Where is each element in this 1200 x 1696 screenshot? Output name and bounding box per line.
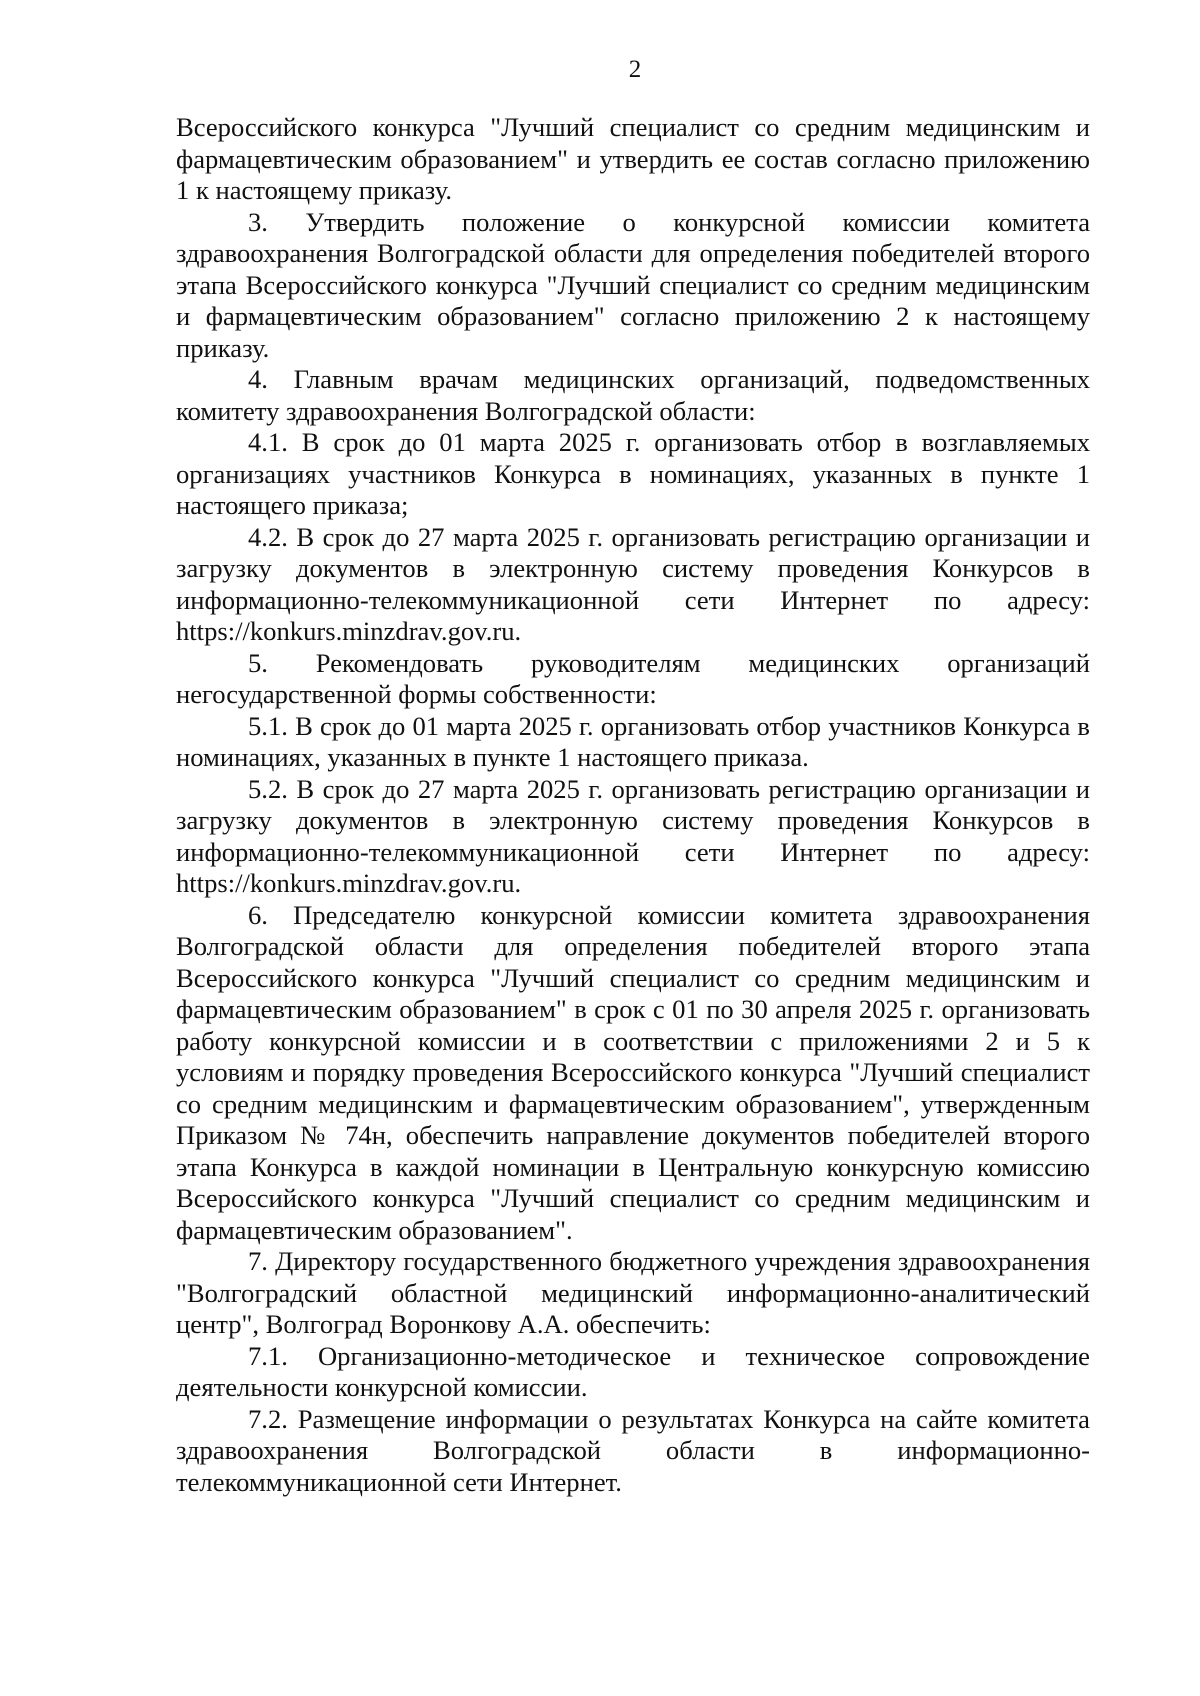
paragraph-item-4: 4. Главным врачам медицинских организаций, подведомственных комитету здравоохранения Волгоградской области:: [176, 364, 1090, 426]
paragraph-item-7-2: 7.2. Размещение информации о результатах Конкурса на сайте комитета здравоохранения Волгоградской области в информационно-телекоммуникационной сети Интернет.: [176, 1403, 1090, 1497]
paragraph-item-4-2: 4.2. В срок до 27 марта 2025 г. организовать регистрацию организации и загрузку документов в электронную систему проведения Конкурсов в информационно-телекоммуникационной сети Интернет по адресу: https://konkurs.minzdrav.gov.ru.: [176, 521, 1090, 646]
paragraph-item-4-1: 4.1. В срок до 01 марта 2025 г. организовать отбор в возглавляемых организациях участников Конкурса в номинациях, указанных в пункте 1 настоящего приказа;: [176, 427, 1090, 520]
page-number: 2: [628, 56, 642, 83]
paragraph-item-5-1: 5.1. В срок до 01 марта 2025 г. организовать отбор участников Конкурса в номинациях, указанных в пункте 1 настоящего приказа.: [176, 710, 1090, 772]
paragraph-item-5-2: 5.2. В срок до 27 марта 2025 г. организовать регистрацию организации и загрузку документов в электронную систему проведения Конкурсов в информационно-телекоммуникационной сети Интернет по адресу: https://konkurs.minzdrav.gov.ru.: [176, 773, 1090, 898]
paragraph-continuation: Всероссийского конкурса "Лучший специалист со средним медицинским и фармацевтическим образованием" и утвердить ее состав согласно приложению 1 к настоящему приказу.: [176, 112, 1090, 205]
paragraph-item-7: 7. Директору государственного бюджетного учреждения здравоохранения "Волгоградский областной медицинский информационно-аналитический центр", Волгоград Воронкову А.А. обеспечить:: [176, 1246, 1090, 1339]
paragraph-item-3: 3. Утвердить положение о конкурсной комиссии комитета здравоохранения Волгоградской области для определения победителей второго этапа Всероссийского конкурса "Лучший специалист со средним медицинским и фармацевтическим образованием" согласно приложению 2 к настоящему приказу.: [176, 206, 1090, 363]
paragraph-item-5: 5. Рекомендовать руководителям медицинских организаций негосударственной формы собственности:: [176, 647, 1090, 709]
paragraph-item-7-1: 7.1. Организационно-методическое и техническое сопровождение деятельности конкурсной комиссии.: [176, 1340, 1090, 1402]
paragraph-item-6: 6. Председателю конкурсной комиссии комитета здравоохранения Волгоградской области для определения победителей второго этапа Всероссийского конкурса "Лучший специалист со средним медицинским и фармацевтическим образованием" в срок с 01 по 30 апреля 2025 г. организовать работу конкурсной комиссии и в соответствии с приложениями 2 и 5 к условиям и порядку проведения Всероссийского конкурса "Лучший специалист со средним медицинским и фармацевтическим образованием", утвержденным Приказом № 74н, обеспечить направление документов победителей второго этапа Конкурса в каждой номинации в Центральную конкурсную комиссию Всероссийского конкурса "Лучший специалист со средним медицинским и фармацевтическим образованием".: [176, 899, 1090, 1245]
document-body: [176, 112, 1090, 1498]
